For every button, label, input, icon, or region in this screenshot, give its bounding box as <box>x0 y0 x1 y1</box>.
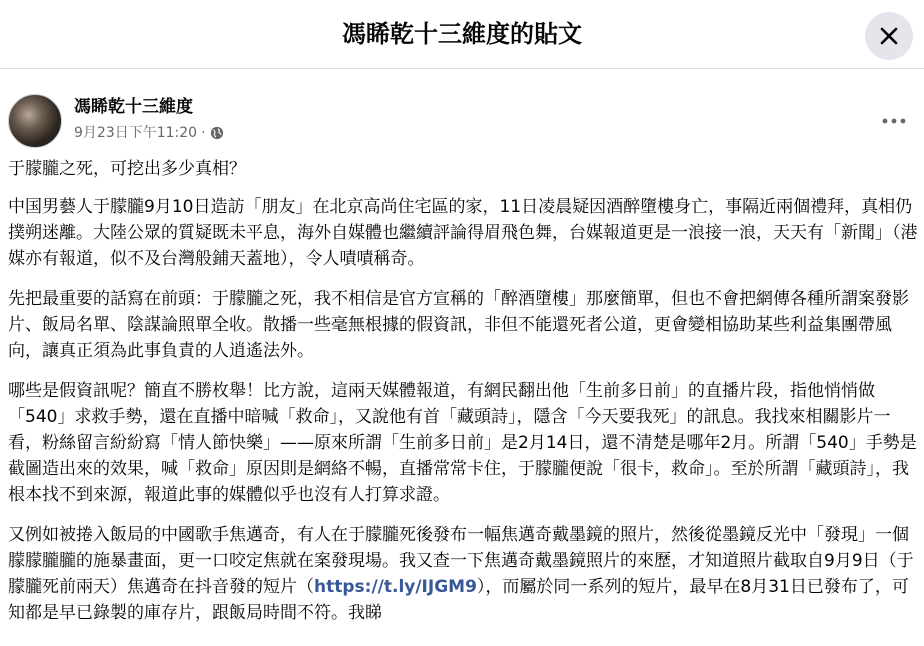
paragraph-text: 又例如被捲入飯局的中國歌手焦邁奇，有人在于朦朧死後發布一幅焦邁奇戴墨鏡的照片，然後從墨鏡反光中「發現」一個朦朦朧朧的施暴畫面，更一口咬定焦就在案發現場。我又查一下焦邁奇戴墨鏡照片的來歷，才知道照片截取自9月9日（于朦朧死前兩天）焦邁奇在抖音發的短片（ <box>8 525 914 597</box>
dialog-title: 馮睎乾十三維度的貼文 <box>342 20 582 48</box>
more-options-icon <box>882 118 906 124</box>
post-paragraph <box>8 522 924 626</box>
post-body <box>8 156 924 640</box>
post-paragraph: 中国男藝人于朦朧9月10日造訪「朋友」在北京高尚住宅區的家，11日凌晨疑因酒醉墮樓身亡，事隔近兩個禮拜，真相仍撲朔迷離。大陸公眾的質疑既未平息，海外自媒體也繼續評論得眉飛色舞，台媒報道更是一浪接一浪，天天有「新聞」（港媒亦有報道，似不及台灣般鋪天蓋地），令人嘖嘖稱奇。 <box>8 197 918 269</box>
more-options-button[interactable] <box>876 102 912 138</box>
post-paragraph: 哪些是假資訊呢？簡直不勝枚舉！比方說，這兩天媒體報道，有網民翻出他「生前多日前」的直播片段，指他悄悄做「540」求救手勢，還在直播中暗喊「救命」，又說他有首「藏頭詩」，隱含「今天要我死」的訊息。我找來相關影片一看，粉絲留言紛紛寫「情人節快樂」——原來所謂「生前多日前」是2月14日，還不清楚是哪年2月。所謂「540」手勢是截圖造出來的效果，喊「救命」原因則是網絡不暢，直播常常卡住，于朦朧便說「很卡，救命」。至於所謂「藏頭詩」，我根本找不到來源，報道此事的媒體似乎也沒有人打算求證。 <box>8 381 917 505</box>
paragraph-text: ），而屬於同一系列的短片，最早在8月31日已發布了，可知都是早已錄製的庫存片，跟飯局時間不符。我睇 <box>8 577 909 623</box>
post-meta <box>74 124 224 142</box>
avatar[interactable] <box>8 94 62 148</box>
close-icon <box>879 26 899 46</box>
post-author-header <box>0 82 924 152</box>
post-timestamp[interactable]: 9月23日下午11:20 <box>74 125 198 141</box>
dialog-header <box>0 0 924 69</box>
post-paragraph: 于朦朧之死，可挖出多少真相？ <box>8 159 246 179</box>
external-link[interactable]: https://t.ly/IJGM9 <box>314 577 477 597</box>
globe-icon[interactable] <box>210 126 224 140</box>
meta-separator: · <box>201 125 206 141</box>
close-button[interactable] <box>865 12 913 60</box>
author-name[interactable]: 馮睎乾十三維度 <box>74 97 193 117</box>
post-paragraph: 先把最重要的話寫在前頭：于朦朧之死，我不相信是官方宣稱的「醉酒墮樓」那麼簡單，但也不會把網傳各種所謂案發影片、飯局名單、陰謀論照單全收。散播一些毫無根據的假資訊，非但不能還死者公道，更會變相協助某些利益集團帶風向，讓真正須為此事負責的人逍遙法外。 <box>8 289 909 361</box>
